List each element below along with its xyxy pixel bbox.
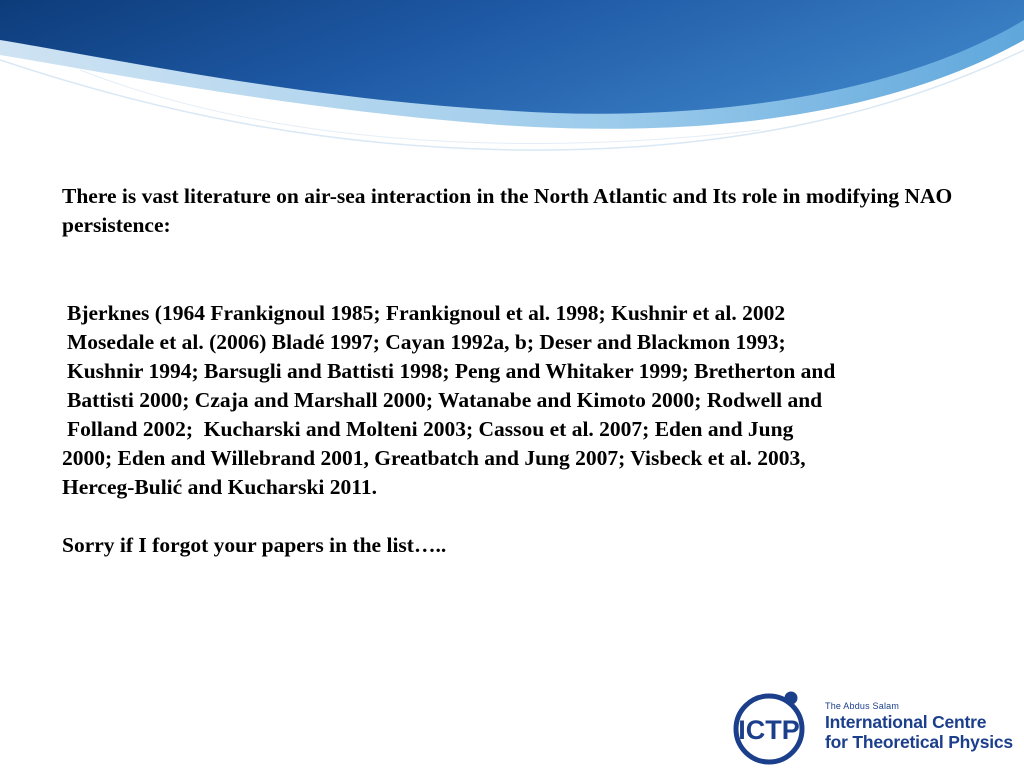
ictp-logo-mark [732,688,812,768]
logo-name-line-1: International Centre [825,712,987,732]
intro-paragraph [62,182,1002,240]
reference-line: Bjerknes (1964 Frankignoul 1985; Frankignoul et al. 1998; Kushnir et al. 2002 [67,301,786,325]
intro-line: Its role in modifying NAO persistence: [62,184,953,237]
intro-line: There is vast literature on air-sea interaction in the North Atlantic and [62,184,708,208]
reference-line: Kushnir 1994; Barsugli and Battisti 1998; Peng and Whitaker 1999; Bretherton and [67,359,836,383]
reference-line: Herceg-Bulić and Kucharski 2011. [62,475,377,499]
reference-line: Folland 2002; Kucharski and Molteni 2003; Cassou et al. 2007; Eden and Jung [67,417,794,441]
closing-note: Sorry if I forgot your papers in the list….. [62,533,447,557]
ictp-logo-mark-text: ICTP [738,715,800,745]
ictp-logo-text [825,700,1013,752]
reference-line: Mosedale et al. (2006) Bladé 1997; Cayan 1992a, b; Deser and Blackmon 1993; [67,330,786,354]
logo-name-line-2: for Theoretical Physics [825,732,1013,752]
slide-body [62,182,1002,560]
logo-tagline: The Abdus Salam [825,701,900,711]
reference-line: 2000; Eden and Willebrand 2001, Greatbatch and Jung 2007; Visbeck et al. 2003, [62,446,806,470]
ictp-logo [732,688,1024,768]
references-paragraph [62,299,1002,502]
header-banner [0,0,1024,160]
reference-line: Battisti 2000; Czaja and Marshall 2000; Watanabe and Kimoto 2000; Rodwell and [67,388,823,412]
